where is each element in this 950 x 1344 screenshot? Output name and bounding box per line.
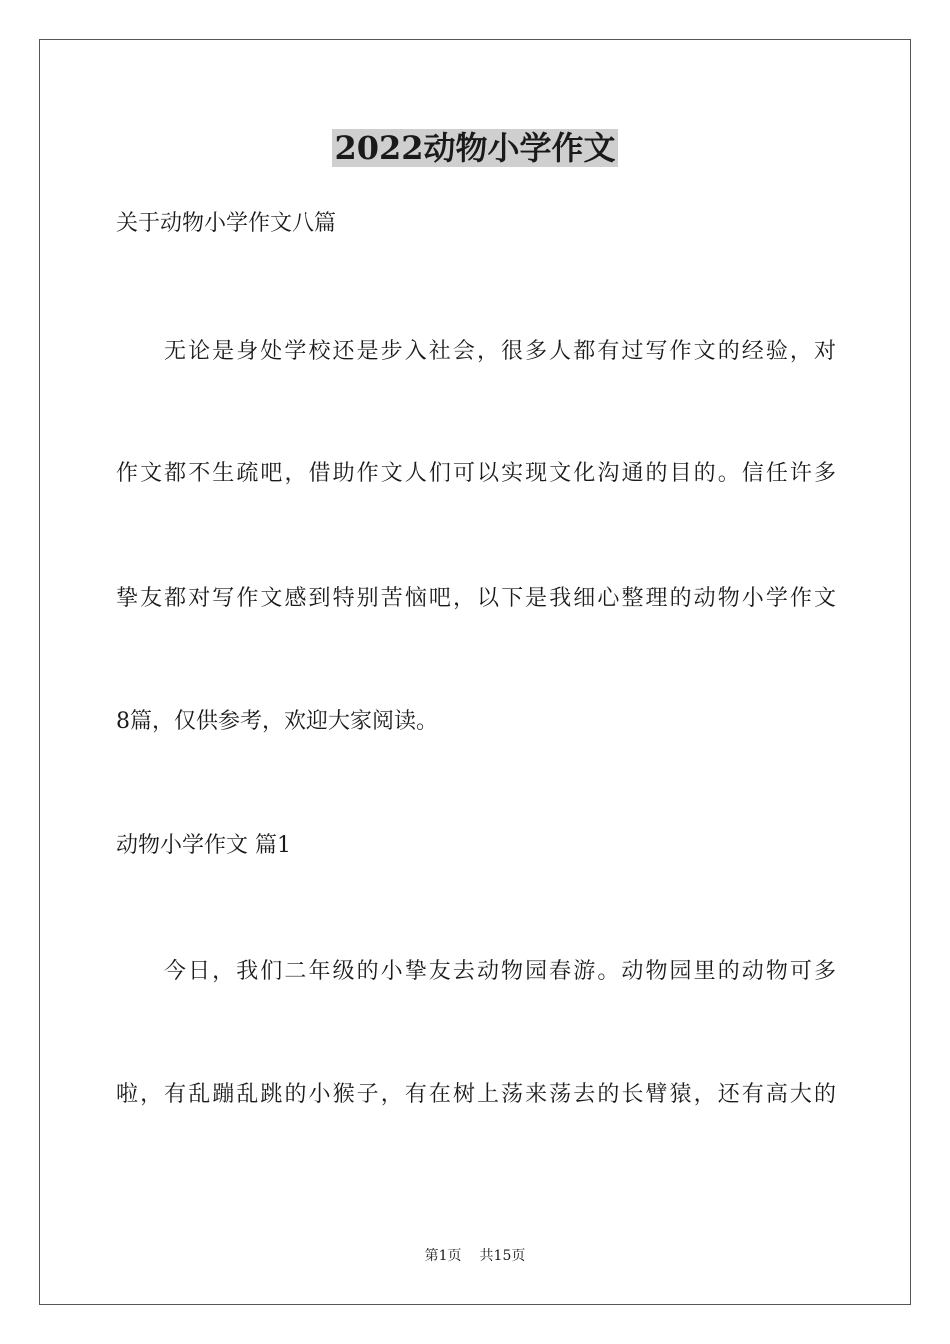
document-subtitle: 关于动物小学作文八篇 [116,211,337,236]
section-heading: 动物小学作文 篇1 [116,833,291,858]
essay-paragraph-line: 啦，有乱蹦乱跳的小猴子，有在树上荡来荡去的长臂猿，还有高大的 [116,1082,836,1107]
document-title [0,128,950,168]
intro-paragraph-line: 无论是身处学校还是步入社会，很多人都有过写作文的经验，对 [164,339,836,364]
intro-paragraph-line: 8篇，仅供参考，欢迎大家阅读。 [116,709,438,734]
intro-paragraph-line: 挚友都对写作文感到特别苦恼吧，以下是我细心整理的动物小学作文 [116,586,836,611]
page-total: 共15页 [479,1248,526,1264]
intro-paragraph-line: 作文都不生疏吧，借助作文人们可以实现文化沟通的目的。信任许多 [116,461,836,486]
page-number: 第1页 [424,1248,462,1264]
document-title-text: 2022动物小学作文 [334,129,616,167]
page-footer [0,1246,950,1266]
essay-paragraph-line: 今日，我们二年级的小挚友去动物园春游。动物园里的动物可多 [164,959,836,984]
